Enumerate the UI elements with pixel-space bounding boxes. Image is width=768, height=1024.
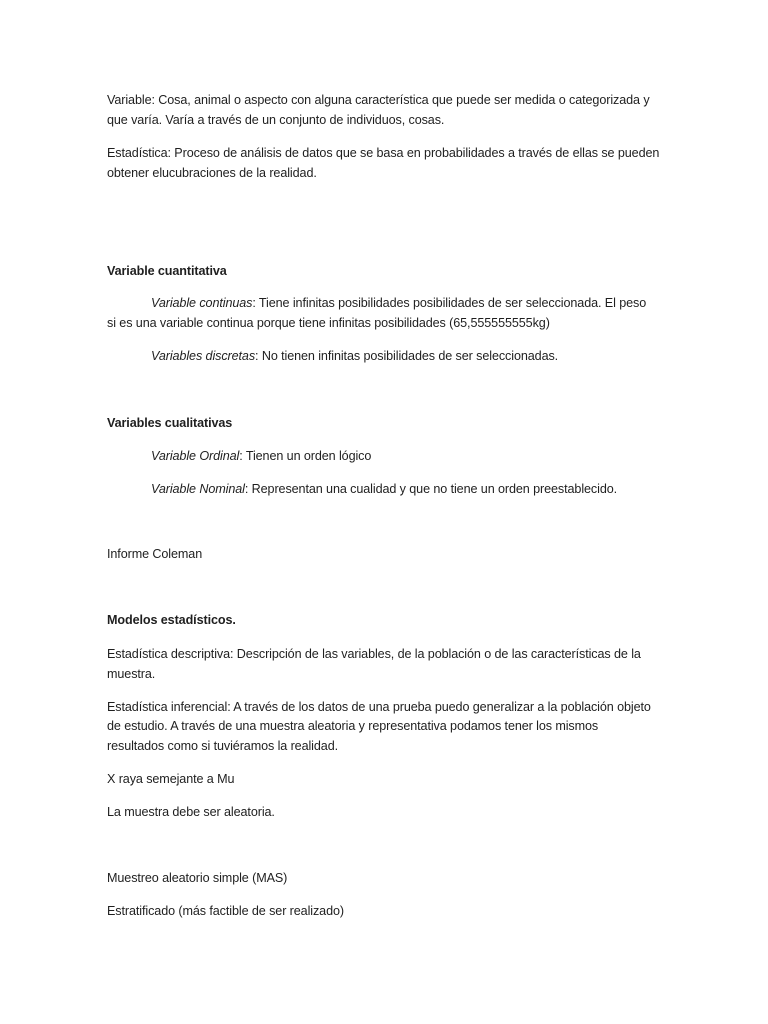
variables-discretas-line: [151, 347, 721, 366]
variable-definition-line-2: que varía. Varía a través de un conjunto de individuos, cosas.: [107, 113, 445, 127]
variables-continuas-line-1: [151, 294, 721, 313]
ordinal-definition: : Tienen un orden lógico: [239, 449, 372, 463]
estadistica-descriptiva-line-2: muestra.: [107, 667, 156, 681]
estadistica-inferencial-line-1: Estadística inferencial: A través de los datos de una prueba puedo generalizar a la población objeto: [107, 700, 651, 714]
muestra-aleatoria-note: La muestra debe ser aleatoria.: [107, 805, 275, 819]
nominal-definition: : Representan una cualidad y que no tiene un orden preestablecido.: [244, 482, 618, 496]
informe-coleman: Informe Coleman: [107, 547, 203, 561]
continuas-term: Variable continuas: [151, 296, 253, 310]
variable-cuantitativa-heading: Variable cuantitativa: [107, 264, 227, 278]
muestreo-estratificado: Estratificado (más factible de ser realizado): [107, 904, 344, 918]
estadistica-inferencial-line-3: resultados como si tuviéramos la realidad.: [107, 739, 338, 753]
nominal-term: Variable Nominal: [151, 482, 245, 496]
estadistica-definition-line-1: Estadística: Proceso de análisis de datos que se basa en probabilidades a través de ellas se pueden: [107, 146, 660, 160]
discretas-definition: : No tienen infinitas posibilidades de ser seleccionadas.: [255, 349, 559, 363]
ordinal-term: Variable Ordinal: [151, 449, 240, 463]
continuas-definition: : Tiene infinitas posibilidades posibilidades de ser seleccionada. El peso: [252, 296, 647, 310]
discretas-term: Variables discretas: [151, 349, 256, 363]
variables-continuas-line-2: si es una variable continua porque tiene infinitas posibilidades (65,555555555kg): [107, 316, 550, 330]
modelos-estadisticos-heading: Modelos estadísticos.: [107, 613, 236, 627]
muestreo-aleatorio-simple: Muestreo aleatorio simple (MAS): [107, 871, 288, 885]
variable-definition-line-1: Variable: Cosa, animal o aspecto con alguna característica que puede ser medida o categorizada y: [107, 93, 650, 107]
variable-ordinal-line: [151, 447, 721, 466]
variable-nominal-line: [151, 480, 721, 499]
estadistica-inferencial-line-2: de estudio. A través de una muestra aleatoria y representativa podamos tener los mismos: [107, 719, 599, 733]
estadistica-definition-line-2: obtener elucubraciones de la realidad.: [107, 166, 317, 180]
x-raya-note: X raya semejante a Mu: [107, 772, 235, 786]
variables-cualitativas-heading: Variables cualitativas: [107, 416, 233, 430]
estadistica-descriptiva-line-1: Estadística descriptiva: Descripción de las variables, de la población o de las características de la: [107, 647, 641, 661]
